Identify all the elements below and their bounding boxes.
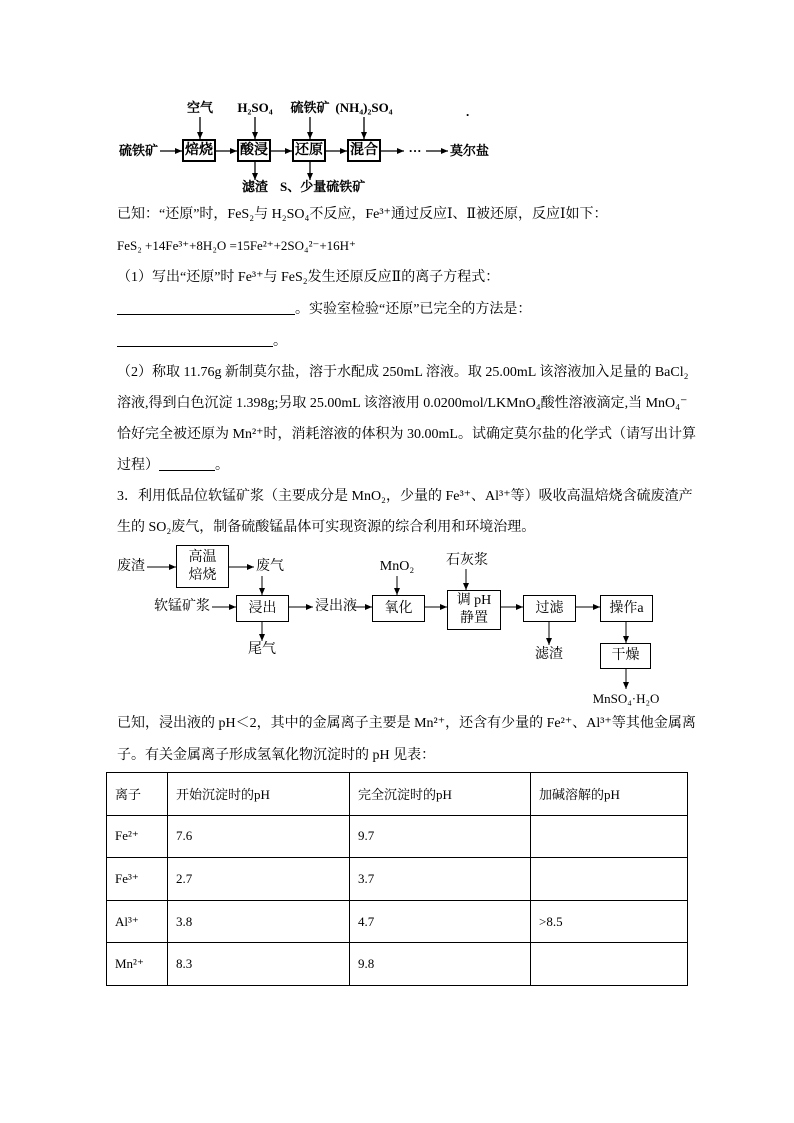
header-ion: 离子 xyxy=(107,773,168,816)
cell-ion: Fe²⁺ xyxy=(107,815,168,858)
question-1-line-3-text: 。 xyxy=(273,334,287,349)
cell-dissolve-ph xyxy=(531,858,688,901)
problem-3-given-line-1: 已知，浸出液的 pH＜2，其中的金属离子主要是 Mn²⁺，还含有少量的 Fe²⁺、Al³⁺等其他金属离 xyxy=(117,716,696,731)
problem-3-given-line-2: 子。有关金属离子形成氢氧化物沉淀时的 pH 见表： xyxy=(117,748,436,763)
problem-3-intro-line-2: 生的 SO₂废气，制备硫酸锰晶体可实现资源的综合利用和环境治理。 xyxy=(117,520,536,535)
table-row xyxy=(107,858,688,901)
output-reduction-residue-label: S、少量硫铁矿 xyxy=(280,179,366,194)
cell-ion: Fe³⁺ xyxy=(107,858,168,901)
cell-ion: Mn²⁺ xyxy=(107,943,168,986)
product-label: 莫尔盐 xyxy=(450,143,490,158)
input-sulfuric-acid-label: H₂SO₄ xyxy=(237,100,273,115)
cell-complete-ph: 9.8 xyxy=(350,943,531,986)
header-dissolve-ph: 加碱溶解的pH xyxy=(531,773,688,816)
cell-start-ph: 8.3 xyxy=(168,943,350,986)
input-pyrite-label: 硫铁矿 xyxy=(290,100,330,115)
cell-dissolve-ph xyxy=(531,815,688,858)
cell-start-ph: 3.8 xyxy=(168,900,350,943)
cell-dissolve-ph: >8.5 xyxy=(531,900,688,943)
reaction-equation: FeS₂ +14Fe³⁺+8H₂O =15Fe²⁺+2SO₄²⁻+16H⁺ xyxy=(117,238,356,253)
leach-box: 浸出 xyxy=(236,595,289,622)
mno2-label: MnO₂ xyxy=(379,559,415,574)
cell-start-ph: 2.7 xyxy=(168,858,350,901)
feed-label: 硫铁矿 xyxy=(118,143,158,158)
ore-slurry-label: 软锰矿浆 xyxy=(154,599,210,614)
question-2-line-4 xyxy=(117,457,229,475)
operation-a-box: 操作a xyxy=(600,595,653,622)
oxidize-box: 氧化 xyxy=(372,595,425,622)
table-row xyxy=(107,943,688,986)
problem-3-intro-line-1: 3．利用低品位软锰矿浆（主要成分是 MnO₂，少量的 Fe³⁺、Al³⁺等）吸收高温焙烧含硫废渣产 xyxy=(117,489,693,504)
output-leach-residue-label: 滤渣 xyxy=(241,179,268,194)
input-ammonium-sulfate-label: (NH₄)₂SO₄ xyxy=(335,100,393,115)
question-1-line-2-text: 。实验室检验“还原”已完全的方法是： xyxy=(295,302,532,317)
lime-slurry-label: 石灰浆 xyxy=(446,553,488,568)
question-2-line-3: 恰好完全被还原为 Mn²⁺时，消耗溶液的体积为 30.00mL。试确定莫尔盐的化学式（请写出计算 xyxy=(117,427,696,442)
tail-gas-label: 尾气 xyxy=(248,642,276,657)
question-2-line-1: （2）称取 11.76g 新制莫尔盐，溶于水配成 250mL 溶液。取 25.00mL 该溶液加入足量的 BaCl₂ xyxy=(117,365,689,380)
step-acid-leach-box: 酸浸 xyxy=(237,139,271,162)
table-row xyxy=(107,900,688,943)
precipitation-ph-table xyxy=(106,772,688,986)
cell-complete-ph: 4.7 xyxy=(350,900,531,943)
question-1-line-3 xyxy=(117,333,287,351)
question-2-line-2: 溶液,得到白色沉淀 1.398g;另取 25.00mL 该溶液用 0.0200mol/LKMnO₄酸性溶液滴定,当 MnO₄⁻ xyxy=(117,396,688,411)
waste-residue-label: 废渣 xyxy=(117,559,145,574)
given-text: 已知：“还原”时，FeS₂与 H₂SO₄不反应，Fe³⁺通过反应Ⅰ、Ⅱ被还原，反应Ⅰ如下： xyxy=(117,207,608,222)
roast-box-line-1: 高温 xyxy=(188,549,217,565)
question-1-line-1: （1）写出“还原”时 Fe³⁺与 FeS₂发生还原反应Ⅱ的离子方程式： xyxy=(117,270,500,285)
ellipsis: ··· xyxy=(408,143,422,158)
stray-dot: . xyxy=(466,104,470,119)
question-1-line-2 xyxy=(117,301,531,319)
product-mnso4-label: MnSO₄·H₂O xyxy=(592,691,660,706)
cell-start-ph: 7.6 xyxy=(168,815,350,858)
adjust-ph-box xyxy=(447,590,501,630)
table-header-row xyxy=(107,773,688,816)
cell-ion: Al³⁺ xyxy=(107,900,168,943)
cell-complete-ph: 3.7 xyxy=(350,858,531,901)
adjust-ph-line-1: 调 pH xyxy=(456,593,492,608)
step-reduce-box: 还原 xyxy=(292,139,326,162)
question-2-line-4-end: 。 xyxy=(215,458,229,473)
answer-blank xyxy=(117,314,295,315)
input-air-label: 空气 xyxy=(186,100,213,115)
answer-blank xyxy=(159,470,215,471)
filter-residue-label: 滤渣 xyxy=(535,647,563,662)
step-roast-box: 焙烧 xyxy=(182,139,216,162)
step-mix-box: 混合 xyxy=(347,139,381,162)
header-complete-ph: 完全沉淀时的pH xyxy=(350,773,531,816)
question-2-line-4-text: 过程） xyxy=(117,458,159,473)
roast-box-line-2: 焙烧 xyxy=(188,567,217,583)
cell-complete-ph: 9.7 xyxy=(350,815,531,858)
dry-box: 干燥 xyxy=(600,643,651,669)
adjust-ph-line-2: 静置 xyxy=(460,611,488,626)
waste-gas-label: 废气 xyxy=(256,559,284,574)
filter-box: 过滤 xyxy=(523,595,576,622)
high-temp-roast-box xyxy=(176,545,229,588)
answer-blank xyxy=(117,346,273,347)
leachate-label: 浸出液 xyxy=(315,599,357,614)
cell-dissolve-ph xyxy=(531,943,688,986)
table-row xyxy=(107,815,688,858)
header-start-ph: 开始沉淀时的pH xyxy=(168,773,350,816)
